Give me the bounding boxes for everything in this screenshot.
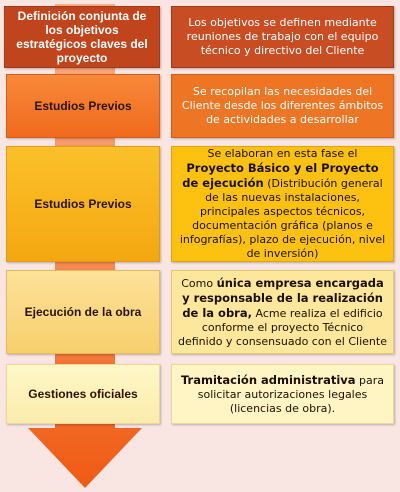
step-5-label: Gestiones oficiales — [6, 364, 160, 424]
description-text: (Distribución general de las nuevas instalaciones, principales aspectos técnicos, documentación gráfica (planos e infografías), plazo de ejecución, nivel de inversión) — [179, 177, 386, 260]
description-text: Se elaboran en esta fase el — [207, 147, 358, 160]
description-text: Los objetivos se definen mediante reuniones de trabajo con el equipo técnico y directivo del Cliente — [186, 16, 379, 57]
step-5-description — [171, 364, 394, 424]
step-3-label: Estudios Previos — [6, 146, 160, 262]
description-emphasis: Tramitación administrativa — [180, 372, 356, 387]
description-emphasis: única empresa encargada y responsable de la realización de la obra, — [182, 275, 384, 320]
step-5-description-text — [178, 373, 387, 416]
step-3-description-text — [178, 147, 387, 261]
step-2-description — [171, 74, 394, 138]
description-text: Se recopilan las necesidades del Cliente desde los diferentes ámbitos de actividades a desarrollar — [181, 85, 384, 126]
description-emphasis: Proyecto Básico y el Proyecto de ejecución — [182, 161, 379, 190]
step-1-description — [171, 6, 394, 68]
step-4-description — [171, 270, 394, 354]
description-text: Como — [181, 276, 217, 290]
step-2-label: Estudios Previos — [6, 74, 160, 138]
step-1-description-text — [178, 16, 387, 58]
description-text: Acme realiza el edificio conforme el proyecto Técnico definido y consensuado con el Cliente — [178, 306, 387, 348]
description-text: para solicitar autorizaciones legales (licencias de obra). — [197, 373, 385, 415]
step-1-label: Definición conjunta de los objetivos estratégicos claves del proyecto — [4, 6, 160, 68]
step-2-description-text — [178, 85, 387, 127]
step-4-description-text — [178, 276, 387, 349]
step-4-label: Ejecución de la obra — [6, 270, 160, 354]
step-3-description — [171, 146, 394, 262]
